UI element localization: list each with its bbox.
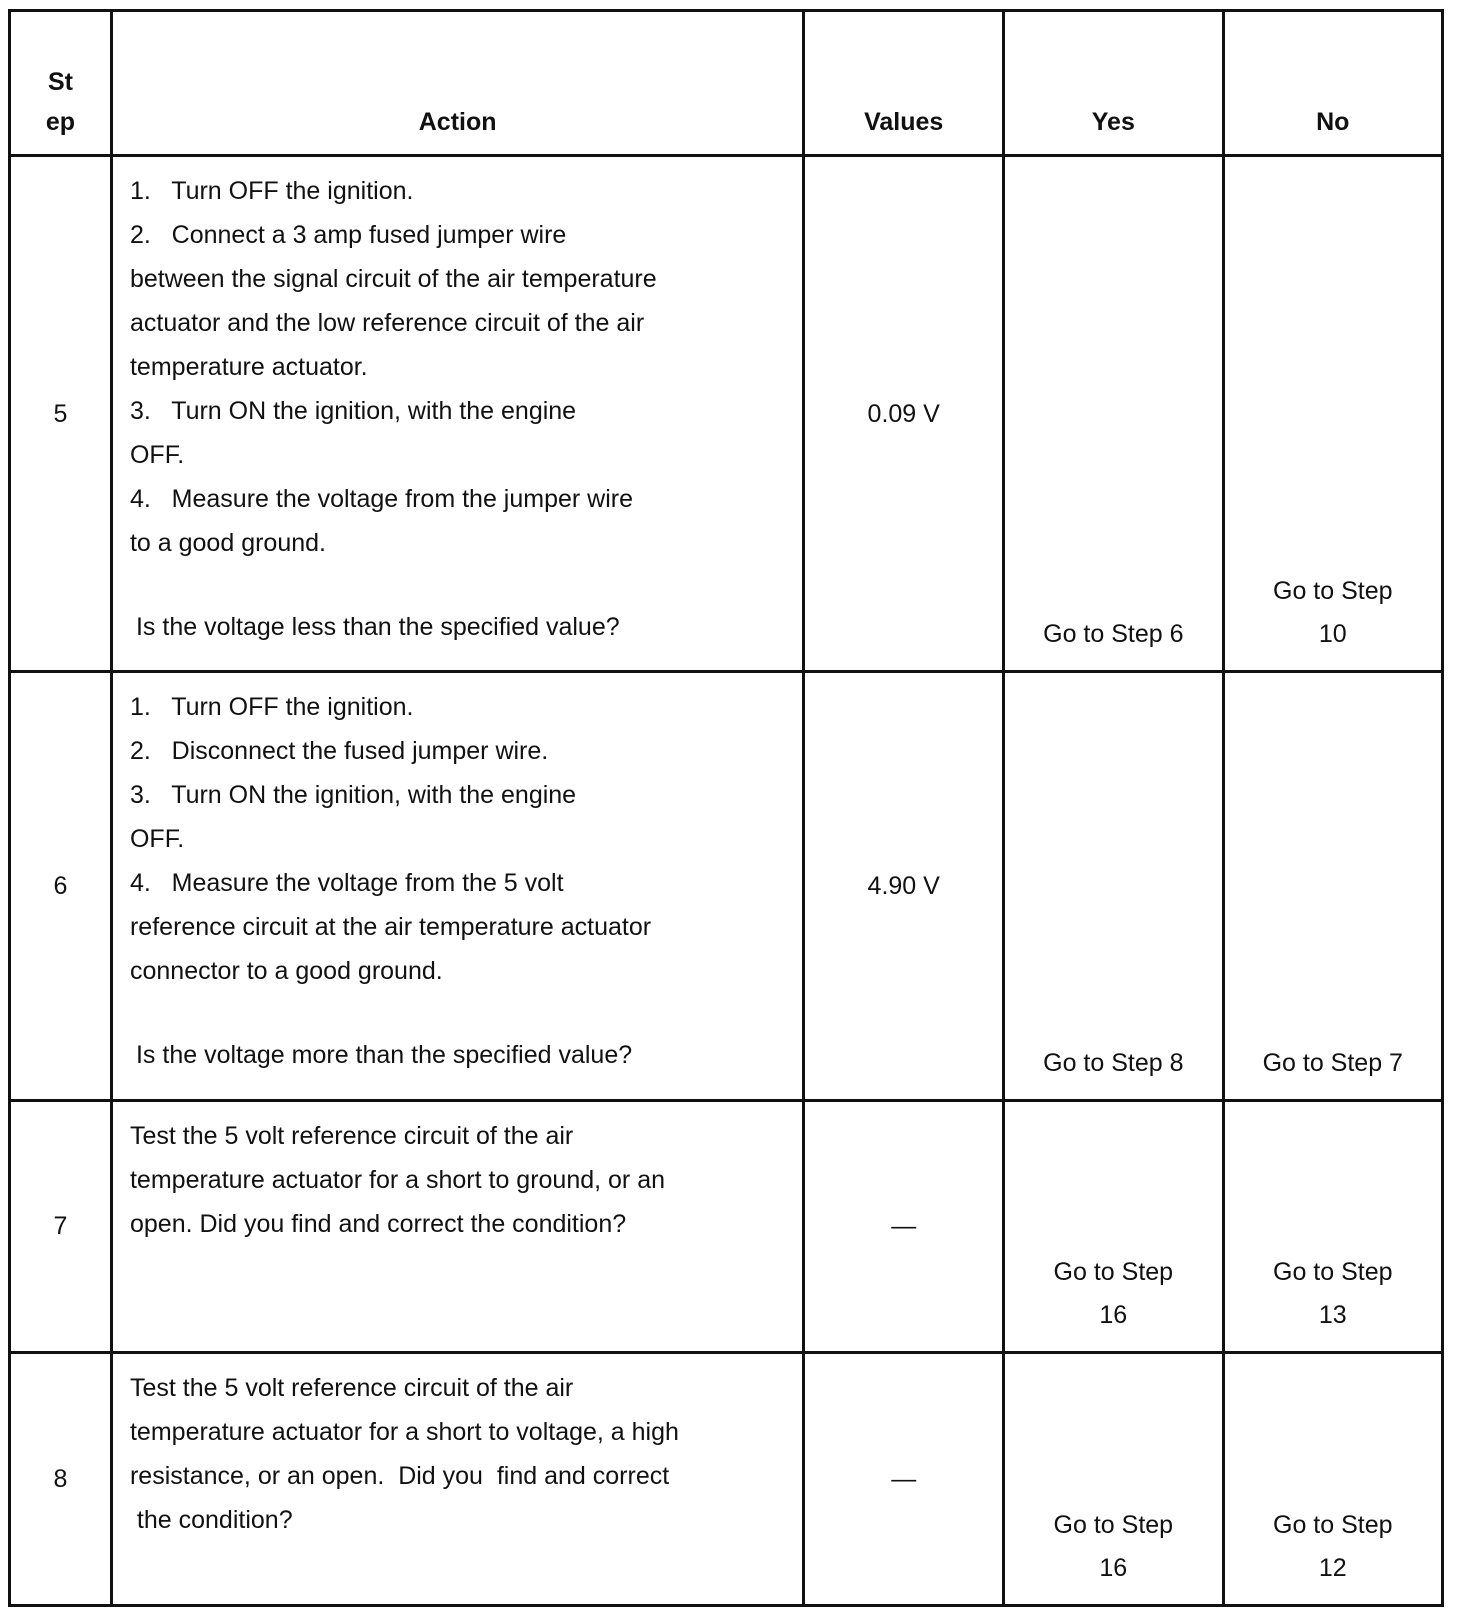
action-line: 4. Measure the voltage from the 5 volt <box>129 869 564 898</box>
value-cell: — <box>804 1101 1004 1352</box>
step-number: 8 <box>10 1352 112 1606</box>
no-text: 10 <box>1318 620 1347 649</box>
header-values: Values <box>804 11 1004 156</box>
value-cell: — <box>804 1352 1004 1606</box>
action-line: open. Did you find and correct the condition? <box>129 1210 627 1239</box>
action-line: 4. Measure the voltage from the jumper wire <box>129 485 633 514</box>
table-row-step-6 <box>10 672 1443 1101</box>
value-cell: 4.90 V <box>804 672 1004 1101</box>
no-text: 13 <box>1318 1300 1347 1329</box>
no-text: Go to Step 7 <box>1262 1049 1403 1078</box>
action-line: Test the 5 volt reference circuit of the air <box>129 1122 574 1151</box>
action-line: between the signal circuit of the air temperature <box>129 265 657 294</box>
action-line: 2. Connect a 3 amp fused jumper wire <box>129 221 567 250</box>
step-number: 7 <box>10 1101 112 1352</box>
table-row-step-7 <box>10 1101 1443 1352</box>
action-line: resistance, or an open. Did you find and correct <box>129 1461 670 1490</box>
header-action: Action <box>111 11 803 156</box>
no-text: Go to Step <box>1273 1257 1393 1286</box>
step-number: 6 <box>10 672 112 1101</box>
no-text: Go to Step <box>1273 1511 1393 1539</box>
action-line: temperature actuator for a short to voltage, a high <box>129 1417 679 1446</box>
action-line: to a good ground. <box>129 529 326 558</box>
no-text: Go to Step <box>1273 577 1393 606</box>
action-line: reference circuit at the air temperature actuator <box>129 913 652 942</box>
action-cell <box>111 1352 803 1606</box>
header-yes: Yes <box>1004 11 1223 156</box>
no-text: 12 <box>1318 1554 1347 1582</box>
no-cell <box>1223 1352 1442 1606</box>
yes-cell <box>1004 1352 1223 1606</box>
no-cell <box>1223 672 1442 1101</box>
header-no: No <box>1223 11 1442 156</box>
table-row-step-5 <box>10 156 1443 672</box>
table-header-row <box>10 11 1443 156</box>
action-question: Is the voltage less than the specified value? <box>135 613 620 642</box>
yes-text: 16 <box>1099 1554 1128 1582</box>
action-line: temperature actuator for a short to ground, or an <box>129 1166 666 1195</box>
yes-text: Go to Step <box>1053 1257 1174 1286</box>
yes-text: Go to Step <box>1053 1511 1174 1539</box>
table-row-step-8 <box>10 1352 1443 1606</box>
no-cell <box>1223 1101 1442 1352</box>
header-step-line-1: St <box>47 68 73 97</box>
action-line: the condition? <box>129 1505 293 1534</box>
action-line: 1. Turn OFF the ignition. <box>129 177 414 206</box>
action-line: OFF. <box>129 825 185 854</box>
step-number: 5 <box>10 156 112 672</box>
header-step <box>10 11 112 156</box>
action-line: 2. Disconnect the fused jumper wire. <box>129 737 549 766</box>
yes-text: 16 <box>1099 1300 1128 1329</box>
action-line: temperature actuator. <box>129 353 368 382</box>
no-cell <box>1223 156 1442 672</box>
yes-text: Go to Step 8 <box>1043 1049 1184 1078</box>
yes-cell <box>1004 1101 1223 1352</box>
yes-text: Go to Step 6 <box>1043 620 1184 649</box>
yes-cell <box>1004 672 1223 1101</box>
action-line: 1. Turn OFF the ignition. <box>129 693 414 722</box>
action-line: 3. Turn ON the ignition, with the engine <box>129 781 577 810</box>
action-line: 3. Turn ON the ignition, with the engine <box>129 397 577 426</box>
action-cell <box>111 672 803 1101</box>
header-step-line-2: ep <box>45 108 76 137</box>
yes-cell <box>1004 156 1223 672</box>
diagnostic-table <box>8 9 1444 1607</box>
action-question: Is the voltage more than the specified value? <box>135 1041 633 1070</box>
action-line: OFF. <box>129 441 185 470</box>
value-cell: 0.09 V <box>804 156 1004 672</box>
action-cell <box>111 156 803 672</box>
action-cell <box>111 1101 803 1352</box>
action-line: actuator and the low reference circuit of the air <box>129 309 645 338</box>
action-line: connector to a good ground. <box>129 957 443 986</box>
action-line: Test the 5 volt reference circuit of the air <box>129 1373 574 1402</box>
